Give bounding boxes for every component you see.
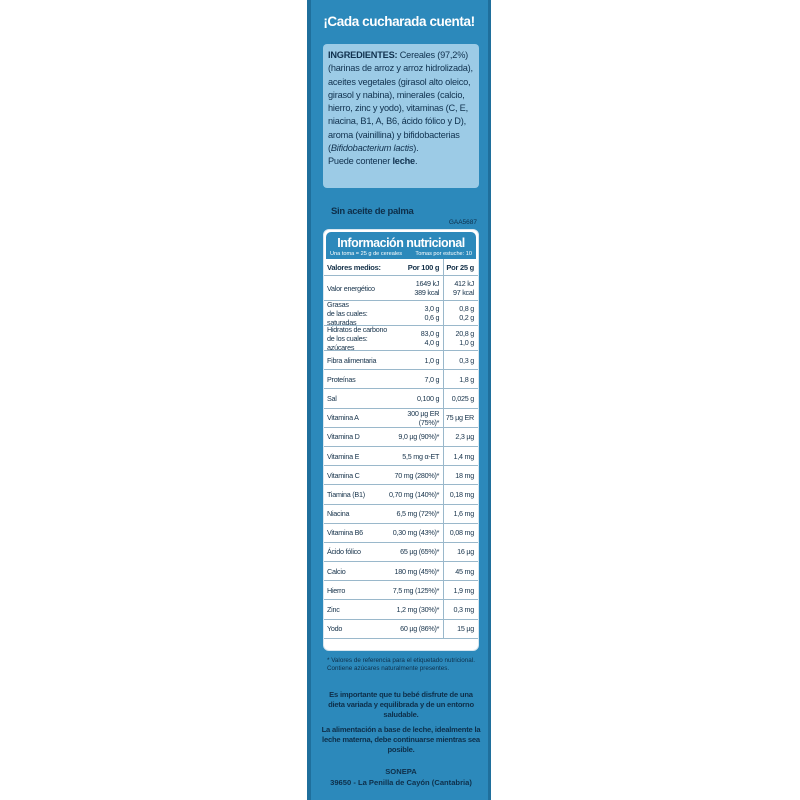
nutrition-row	[324, 620, 478, 639]
advice-paragraph: La alimentación a base de leche, idealmente la leche materna, debe continuarse mientras sea posible.	[321, 725, 481, 754]
nutrition-title: Información nutricional	[337, 236, 465, 250]
manufacturer-location: 39650 - La Penilla de Cayón (Cantabria)	[330, 777, 472, 787]
advice-paragraph: Es importante que tu bebé disfrute de una dieta variada y equilibrada y de un entorno saludable.	[328, 690, 474, 719]
nutrition-rows	[324, 259, 478, 639]
value-per-100g: 0,30 mg (43%)*	[389, 524, 445, 542]
footnote: Contiene azúcares naturalmente presentes.	[327, 665, 450, 672]
value-per-100g: 1,2 mg (30%)*	[389, 600, 445, 618]
value-per-25g: 15 µg	[457, 624, 474, 634]
footnotes	[327, 657, 477, 673]
value-per-25g: 45 mg	[455, 566, 474, 576]
ingredients-italic: Bifidobacterium lactis	[330, 143, 414, 154]
nutrition-row	[324, 562, 478, 581]
footnote: * Valores de referencia para el etiquetado nutricional.	[327, 657, 475, 664]
nutrient-name: Vitamina B6	[327, 528, 363, 538]
nutrition-row	[324, 351, 478, 370]
value-per-25g: 1,6 mg	[453, 509, 474, 519]
value-per-25g: 0,3 mg	[453, 605, 474, 615]
ingredients-label: INGREDIENTES:	[328, 50, 398, 60]
panel-edge-right	[488, 0, 491, 800]
nutrition-row	[324, 505, 478, 524]
nutrient-name: Calcio	[327, 566, 346, 576]
advice-text	[321, 690, 481, 760]
manufacturer-name: SONEPA	[385, 767, 417, 776]
value-per-25g: 1,9 mg	[453, 585, 474, 595]
value-per-25g: 1,4 mg	[453, 451, 474, 461]
value-per-25g: 1,8 g	[459, 374, 474, 384]
value-per-25g: 0,08 mg	[449, 528, 474, 538]
nutrient-name: Grasas de las cuales: saturadas	[327, 299, 368, 327]
value-per-25g: 0,3 g	[459, 355, 474, 365]
nutrition-row	[324, 409, 478, 428]
value-per-100g: 65 µg (65%)*	[389, 543, 445, 561]
nutrient-name: Vitamina D	[327, 432, 360, 442]
palm-oil-note: Sin aceite de palma	[331, 206, 414, 217]
value-per-100g: 0,70 mg (140%)*	[389, 485, 445, 503]
column-header: Valores medios:	[327, 262, 381, 272]
nutrient-name: Niacina	[327, 509, 350, 519]
nutrient-name: Zinc	[327, 605, 340, 615]
nutrient-name: Vitamina C	[327, 470, 360, 480]
nutrient-name: Proteínas	[327, 374, 356, 384]
nutrition-row	[324, 485, 478, 504]
nutrient-name: Tiamina (B1)	[327, 489, 365, 499]
nutrition-column-headers	[324, 259, 478, 276]
ingredients-box	[323, 44, 479, 188]
nutrition-row	[324, 276, 478, 301]
nutrition-row	[324, 524, 478, 543]
value-per-25g: 20,8 g 1,0 g	[455, 329, 474, 347]
product-code: GAA5687	[448, 219, 477, 226]
nutrition-row	[324, 428, 478, 447]
nutrition-row	[324, 326, 478, 351]
nutrition-row	[324, 581, 478, 600]
serving-size: Una toma = 25 g de cereales	[330, 251, 402, 257]
nutrition-row	[324, 466, 478, 485]
nutrient-name: Vitamina A	[327, 413, 359, 423]
value-per-100g: 7,5 mg (125%)*	[389, 581, 445, 599]
nutrient-name: Sal	[327, 393, 337, 403]
nutrition-row	[324, 389, 478, 408]
ingredients-text-end: ).	[413, 143, 419, 154]
nutrient-name: Ácido fólico	[327, 547, 361, 557]
nutrition-row	[324, 600, 478, 619]
value-per-100g: 180 mg (45%)*	[389, 562, 445, 580]
column-header: Por 25 g	[446, 262, 474, 272]
value-per-25g: 412 kJ 97 kcal	[452, 279, 474, 297]
value-per-25g: 0,18 mg	[449, 489, 474, 499]
value-per-100g: 6,5 mg (72%)*	[389, 505, 445, 523]
servings-per-pack: Tomas por estuche: 10	[415, 251, 472, 257]
value-per-100g: 70 mg (280%)*	[389, 466, 445, 484]
nutrient-name: Vitamina E	[327, 451, 360, 461]
value-per-100g: 1,0 g	[389, 351, 445, 369]
value-per-100g: 300 µg ER (75%)*	[389, 409, 445, 427]
value-per-25g: 18 mg	[455, 470, 474, 480]
value-per-100g: 5,5 mg α-ET	[389, 447, 445, 465]
value-per-100g: 83,0 g 4,0 g	[389, 326, 445, 350]
nutrition-table	[323, 229, 479, 651]
allergen: leche	[392, 156, 415, 167]
value-per-25g: 2,3 µg	[455, 432, 474, 442]
nutrition-header	[326, 232, 476, 259]
nutrition-row	[324, 301, 478, 326]
value-per-25g: 0,8 g 0,2 g	[459, 304, 474, 322]
allergen-prefix: Puede contener	[328, 156, 393, 167]
nutrient-name: Fibra alimentaria	[327, 355, 377, 365]
value-per-25g: 0,025 g	[451, 393, 474, 403]
value-per-25g: 75 µg ER	[445, 413, 474, 423]
column-header: Por 100 g	[389, 259, 445, 275]
slogan: ¡Cada cucharada cuenta!	[323, 14, 475, 29]
value-per-100g: 9,0 µg (90%)*	[389, 428, 445, 446]
panel-edge-left	[307, 0, 311, 800]
nutrition-row	[324, 447, 478, 466]
value-per-100g: 3,0 g 0,6 g	[389, 301, 445, 325]
nutrient-name: Hidratos de carbono de los cuales: azúcares	[327, 324, 387, 352]
nutrition-row	[324, 370, 478, 389]
value-per-100g: 1649 kJ 389 kcal	[389, 276, 445, 300]
value-per-100g: 7,0 g	[389, 370, 445, 388]
manufacturer-address	[321, 767, 481, 788]
nutrient-name: Hierro	[327, 585, 346, 595]
ingredients-text: Cereales (97,2%) (harinas de arroz y arroz hidrolizada), aceites vegetales (girasol alto oleico, girasol y nabina), minerales (calcio, hierro, zinc y yodo), vitaminas (C, E, niacina, B1, A, B6, ácido fólico y D), aroma (vainillina) y bifidobacterias (	[328, 50, 473, 154]
value-per-100g: 60 µg (86%)*	[389, 620, 445, 638]
nutrition-row	[324, 543, 478, 562]
allergen-suffix: .	[414, 156, 418, 167]
nutrient-name: Valor energético	[327, 283, 375, 293]
package-side-panel	[307, 0, 491, 800]
value-per-25g: 16 µg	[457, 547, 474, 557]
nutrient-name: Yodo	[327, 624, 343, 634]
value-per-100g: 0,100 g	[389, 389, 445, 407]
